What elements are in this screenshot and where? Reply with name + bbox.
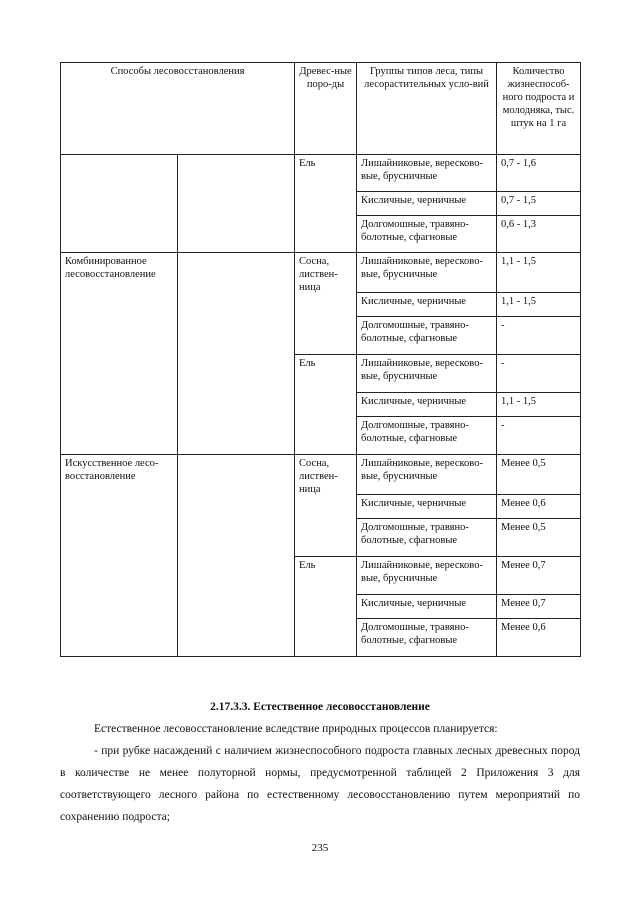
forest-group-cell: Лишайниковые, вересково-вые, брусничные: [357, 253, 497, 293]
species-cell: Сосна, листвен-ница: [295, 253, 357, 355]
method-cell-artificial: Искусственное лесо-восстановление: [61, 455, 178, 657]
forest-group-cell: Кисличные, черничные: [357, 393, 497, 417]
quantity-cell: Менее 0,6: [497, 495, 581, 519]
quantity-cell: Менее 0,7: [497, 557, 581, 595]
species-cell: Сосна, листвен-ница: [295, 455, 357, 557]
quantity-cell: 0,7 - 1,6: [497, 155, 581, 192]
note-cell: [178, 253, 295, 455]
quantity-cell: -: [497, 317, 581, 355]
species-cell: Ель: [295, 355, 357, 455]
quantity-cell: Менее 0,5: [497, 519, 581, 557]
reforestation-table: [60, 62, 581, 657]
quantity-cell: 0,7 - 1,5: [497, 192, 581, 216]
method-cell: [61, 155, 178, 253]
forest-group-cell: Лишайниковые, вересково-вые, брусничные: [357, 557, 497, 595]
forest-group-cell: Долгомошные, травяно-болотные, сфагновые: [357, 317, 497, 355]
forest-group-cell: Лишайниковые, вересково-вые, брусничные: [357, 455, 497, 495]
forest-group-cell: Долгомошные, травяно-болотные, сфагновые: [357, 216, 497, 253]
forest-group-cell: Кисличные, черничные: [357, 192, 497, 216]
forest-group-cell: Долгомошные, травяно-болотные, сфагновые: [357, 519, 497, 557]
species-cell: Ель: [295, 155, 357, 253]
paragraph-item: - при рубке насаждений с наличием жизнеспособного подроста главных лесных древесных пород в количестве не менее полуторной нормы, предусмотренной таблицей 2 Приложения 3 для соответствующего лесного района по естественному лесовосстановлению путем мероприятий по сохранению подроста;: [60, 745, 580, 823]
quantity-cell: 1,1 - 1,5: [497, 253, 581, 293]
note-cell: [178, 155, 295, 253]
quantity-cell: Менее 0,6: [497, 619, 581, 657]
section-heading: 2.17.3.3. Естественное лесовосстановление: [210, 701, 430, 713]
paragraph-intro: Естественное лесовосстановление вследствие природных процессов планируется:: [94, 723, 498, 735]
forest-group-cell: Кисличные, черничные: [357, 495, 497, 519]
quantity-cell: 0,6 - 1,3: [497, 216, 581, 253]
forest-group-cell: Лишайниковые, вересково-вые, брусничные: [357, 355, 497, 393]
quantity-cell: -: [497, 355, 581, 393]
page-number: 235: [311, 842, 329, 854]
method-cell-combined: Комбинированное лесовосстановление: [61, 253, 178, 455]
forest-group-cell: Долгомошные, травяно-болотные, сфагновые: [357, 619, 497, 657]
header-species: Древес-ные поро-ды: [295, 63, 357, 155]
quantity-cell: Менее 0,7: [497, 595, 581, 619]
quantity-cell: -: [497, 417, 581, 455]
forest-group-cell: Лишайниковые, вересково-вые, брусничные: [357, 155, 497, 192]
quantity-cell: 1,1 - 1,5: [497, 393, 581, 417]
note-cell: [178, 455, 295, 657]
forest-group-cell: Долгомошные, травяно-болотные, сфагновые: [357, 417, 497, 455]
header-quantity: Количество жизнеспособ-ного подроста и молодняка, тыс. штук на 1 га: [497, 63, 581, 155]
forest-group-cell: Кисличные, черничные: [357, 293, 497, 317]
species-cell: Ель: [295, 557, 357, 657]
quantity-cell: Менее 0,5: [497, 455, 581, 495]
quantity-cell: 1,1 - 1,5: [497, 293, 581, 317]
header-method: Способы лесовосстановления: [61, 63, 295, 155]
forest-group-cell: Кисличные, черничные: [357, 595, 497, 619]
header-forest-groups: Группы типов леса, типы лесорастительных усло-вий: [357, 63, 497, 155]
